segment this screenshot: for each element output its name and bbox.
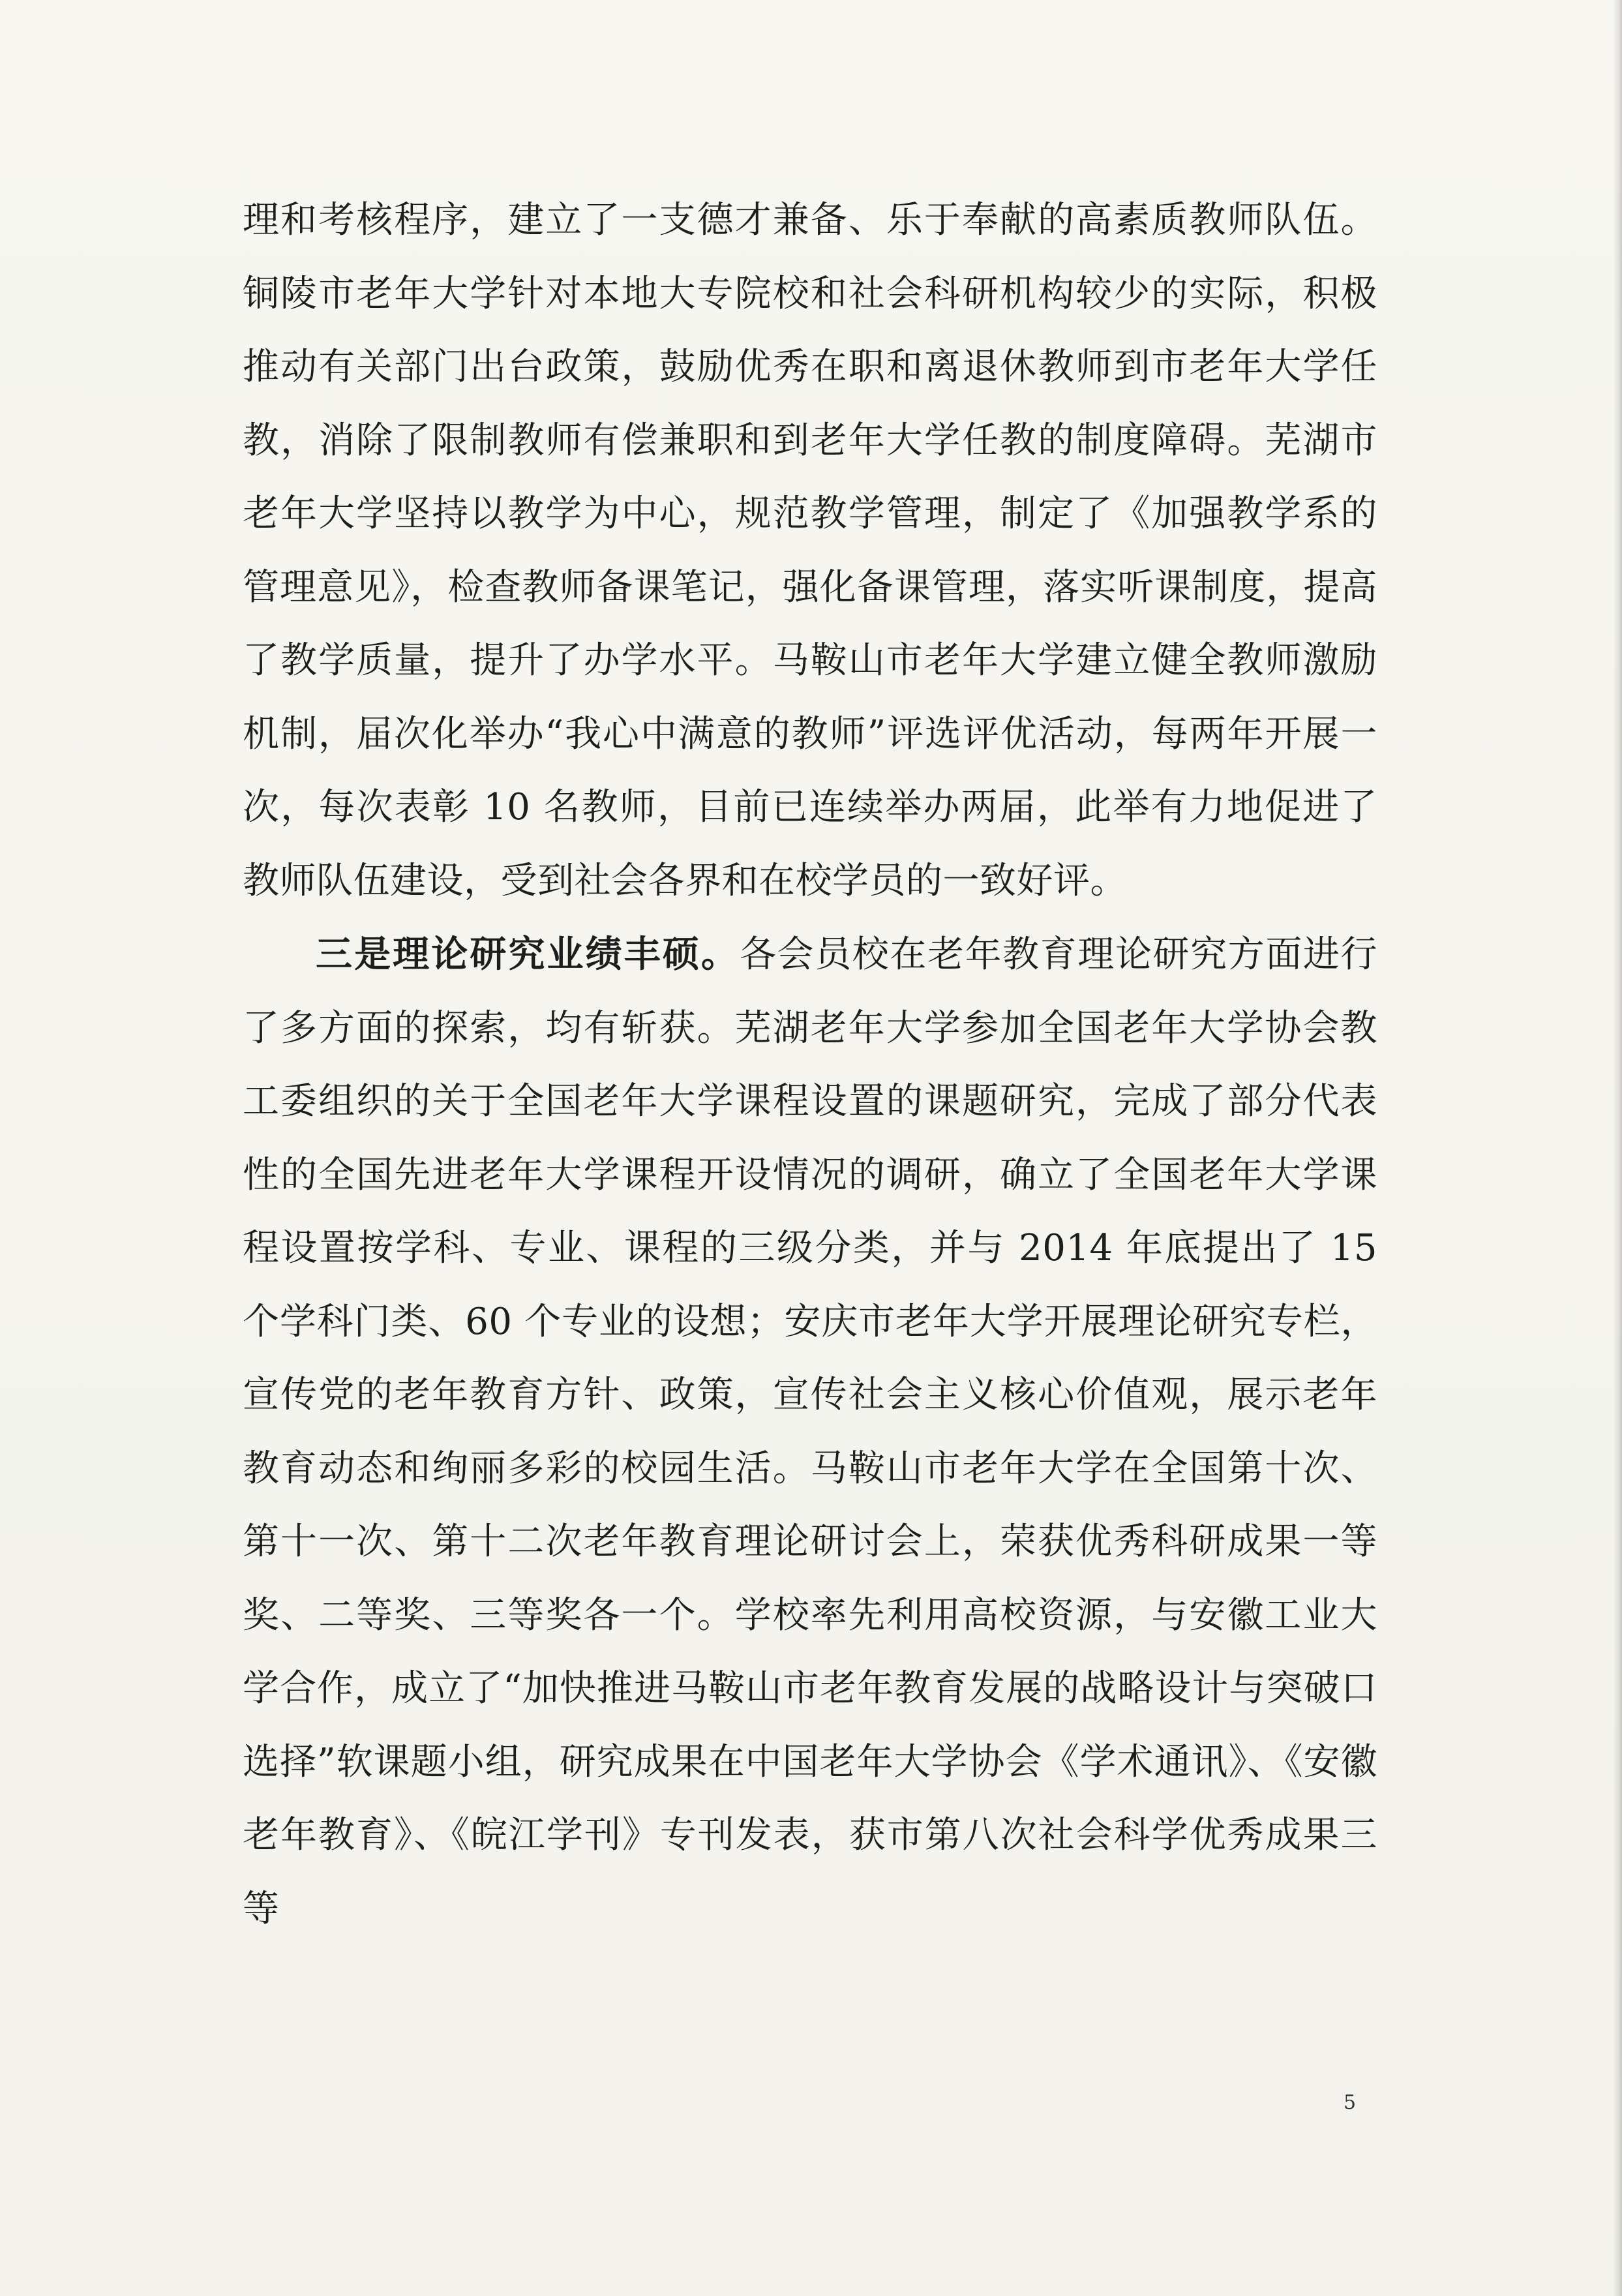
paragraph-research-text: 各会员校在老年教育理论研究方面进行了多方面的探索，均有斩获。芜湖老年大学参加全国老年大学协会教工委组织的关于全国老年大学课程设置的课题研究，完成了部分代表性的全国先进老年大学课程开设情况的调研，确立了全国老年大学课程设置按学科、专业、课程的三级分类，并与 2014 年底提出了 15 个学科门类、60 个专业的设想；安庆市老年大学开展理论研究专栏，宣传党的老年教育方针、政策，宣传社会主义核心价值观，展示老年教育动态和绚丽多彩的校园生活。马鞍山市老年大学在全国第十次、第十一次、第十二次老年教育理论研讨会上，荣获优秀科研成果一等奖、二等奖、三等奖各一个。学校率先利用高校资源，与安徽工业大学合作，成立了“加快推进马鞍山市老年教育发展的战略设计与突破口选择”软课题小组，研究成果在中国老年大学协会《学术通讯》、《安徽老年教育》、《皖江学刊》专刊发表，获市第八次社会科学优秀成果三等 xyxy=(243,933,1378,1930)
paragraph-lead: 三是理论研究业绩丰硕。 xyxy=(316,933,740,976)
body-text xyxy=(243,184,1377,1946)
page-number: 5 xyxy=(1344,2091,1357,2114)
paragraph-teachers: 理和考核程序，建立了一支德才兼备、乐于奉献的高素质教师队伍。铜陵市老年大学针对本地大专院校和社会科研机构较少的实际，积极推动有关部门出台政策，鼓励优秀在职和离退休教师到市老年大学任教，消除了限制教师有偿兼职和到老年大学任教的制度障碍。芜湖市老年大学坚持以教学为中心，规范教学管理，制定了《加强教学系的管理意见》，检查教师备课笔记，强化备课管理，落实听课制度，提高了教学质量，提升了办学水平。马鞍山市老年大学建立健全教师激励机制，届次化举办“我心中满意的教师”评选评优活动，每两年开展一次，每次表彰 10 名教师，目前已连续举办两届，此举有力地促进了教师队伍建设，受到社会各界和在校学员的一致好评。 xyxy=(243,199,1377,902)
paragraph-research xyxy=(243,918,1377,1946)
scan-edge-shadow xyxy=(1613,0,1622,2296)
